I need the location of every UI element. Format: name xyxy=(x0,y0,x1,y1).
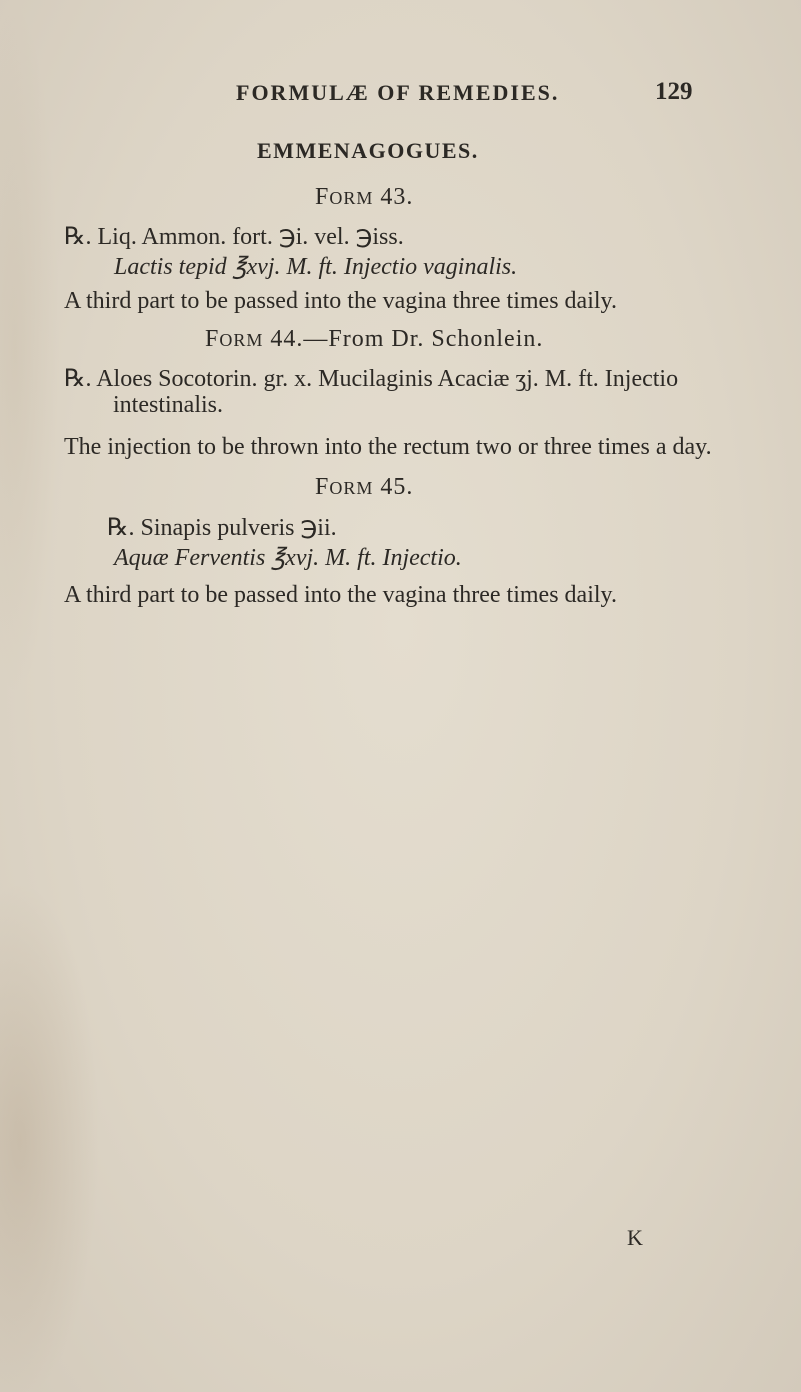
prescription-line: ℞. Liq. Ammon. fort. ℈i. vel. ℈iss. xyxy=(64,224,404,250)
page-stain xyxy=(0,880,100,1392)
direction-line: The injection to be thrown into the rectum two or three times a day. xyxy=(64,434,712,460)
heading-number: 44.—From Dr. Schonlein. xyxy=(263,326,544,352)
heading-number: 45. xyxy=(373,474,414,500)
heading-initial: F xyxy=(205,326,220,352)
prescription-line: Aquæ Ferventis ℥xvj. M. ft. Injectio. xyxy=(114,545,462,571)
prescription-line: Lactis tepid ℥xvj. M. ft. Injectio vaginalis. xyxy=(114,254,518,280)
page-number: 129 xyxy=(655,78,693,105)
heading-initial: F xyxy=(315,474,330,500)
form-43-heading xyxy=(315,184,413,211)
heading-smallcaps: ORM xyxy=(219,330,264,350)
prescription-line: ℞. Aloes Socotorin. gr. x. Mucilaginis Acaciæ ʒj. M. ft. Injectio xyxy=(64,366,679,392)
heading-smallcaps: ORM xyxy=(329,478,374,498)
form-44-heading xyxy=(205,326,543,353)
prescription-line: intestinalis. xyxy=(113,392,223,418)
direction-line: A third part to be passed into the vagina three times daily. xyxy=(64,288,617,314)
page-stain xyxy=(0,0,60,700)
heading-initial: F xyxy=(315,184,330,210)
direction-line: A third part to be passed into the vagina three times daily. xyxy=(64,582,617,608)
heading-number: 43. xyxy=(373,184,414,210)
running-head: FORMULÆ OF REMEDIES. xyxy=(236,80,560,105)
prescription-line: ℞. Sinapis pulveris ℈ii. xyxy=(107,515,337,541)
heading-smallcaps: ORM xyxy=(329,188,374,208)
section-title: EMMENAGOGUES. xyxy=(257,138,479,163)
signature-mark: K xyxy=(627,1225,643,1250)
form-45-heading xyxy=(315,474,413,501)
